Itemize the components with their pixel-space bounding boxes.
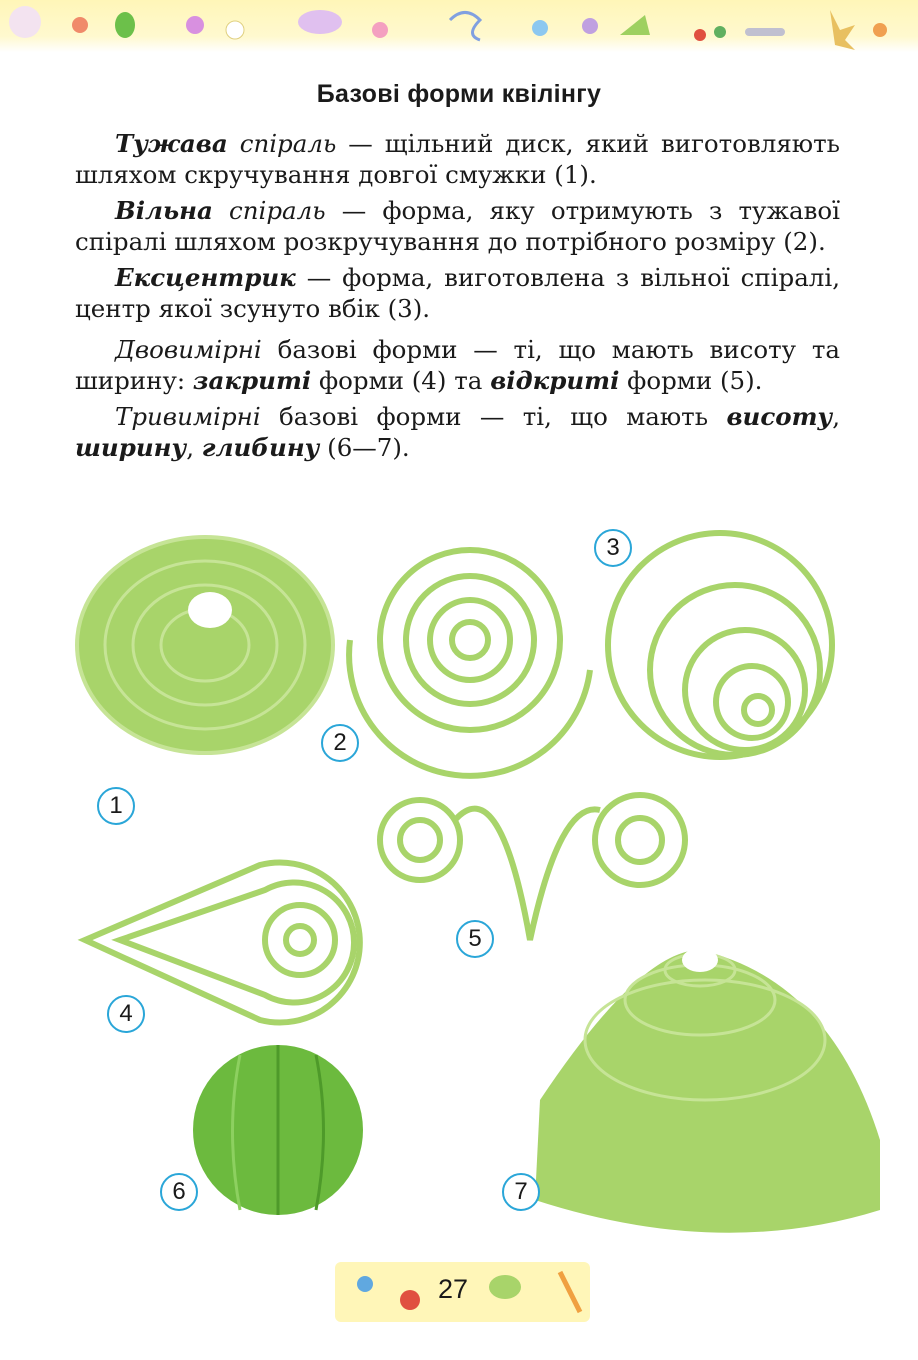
page-title: Базові форми квілінгу xyxy=(316,80,602,108)
body-text xyxy=(75,128,840,468)
eccentric-shape xyxy=(608,533,832,757)
v-scroll-shape xyxy=(380,795,685,940)
text-span: , xyxy=(832,402,840,431)
text-span: форми (4) та xyxy=(311,366,491,395)
term-bold: глибину xyxy=(201,433,320,462)
sphere-shape xyxy=(193,1045,363,1215)
label-5: 5 xyxy=(456,920,494,958)
quilling-illustrations xyxy=(0,520,918,1260)
label-4: 4 xyxy=(107,995,145,1033)
decorative-icons xyxy=(0,0,918,52)
text-span: (6—7). xyxy=(319,433,410,462)
definition-text: — форма, виготовлена з вільної спіралі, центр якої зсунуто вбік (3). xyxy=(75,263,840,323)
term-bold: відкриті xyxy=(490,366,620,395)
decorative-top-banner xyxy=(0,0,918,52)
term-italic: Тривимірні xyxy=(115,402,261,431)
term-bold: Ексцентрик xyxy=(115,263,296,292)
text-span: базові форми — ті, що мають xyxy=(260,402,727,431)
text-span: , xyxy=(186,433,202,462)
dome-shape xyxy=(535,948,880,1233)
term-italic: спіраль xyxy=(239,129,337,158)
definition-text: — форма, яку отримують з тужавої спіралі шляхом розкручування до потрібного розміру (2). xyxy=(75,196,840,256)
paragraph-tight-spiral xyxy=(75,128,840,190)
paragraph-eccentric xyxy=(75,262,840,324)
loose-spiral-shape xyxy=(349,550,590,776)
label-7: 7 xyxy=(502,1173,540,1211)
label-3: 3 xyxy=(594,529,632,567)
term-bold: ширину xyxy=(75,433,187,462)
term-italic: Двовимірні xyxy=(115,335,262,364)
label-2: 2 xyxy=(321,724,359,762)
term-bold: Вільна xyxy=(115,196,213,225)
paragraph-two-dimensional xyxy=(75,334,840,396)
text-span: форми (5). xyxy=(619,366,763,395)
label-6: 6 xyxy=(160,1173,198,1211)
tight-coil-shape xyxy=(77,537,333,753)
term-italic: спіраль xyxy=(229,196,326,225)
text-span: базові форми — ті, що мають висоту та ширину: xyxy=(75,335,840,395)
page-number: 27 xyxy=(438,1274,469,1304)
quilling-shapes xyxy=(0,520,918,1260)
paragraph-three-dimensional xyxy=(75,401,840,463)
term-bold: Тужава xyxy=(115,129,228,158)
paragraph-loose-spiral xyxy=(75,195,840,257)
term-bold: висоту xyxy=(726,402,833,431)
term-bold: закриті xyxy=(192,366,312,395)
label-1: 1 xyxy=(97,787,135,825)
definition-text: — щільний диск, який виготовляють шляхом скручування довгої смужки (1). xyxy=(75,129,840,189)
